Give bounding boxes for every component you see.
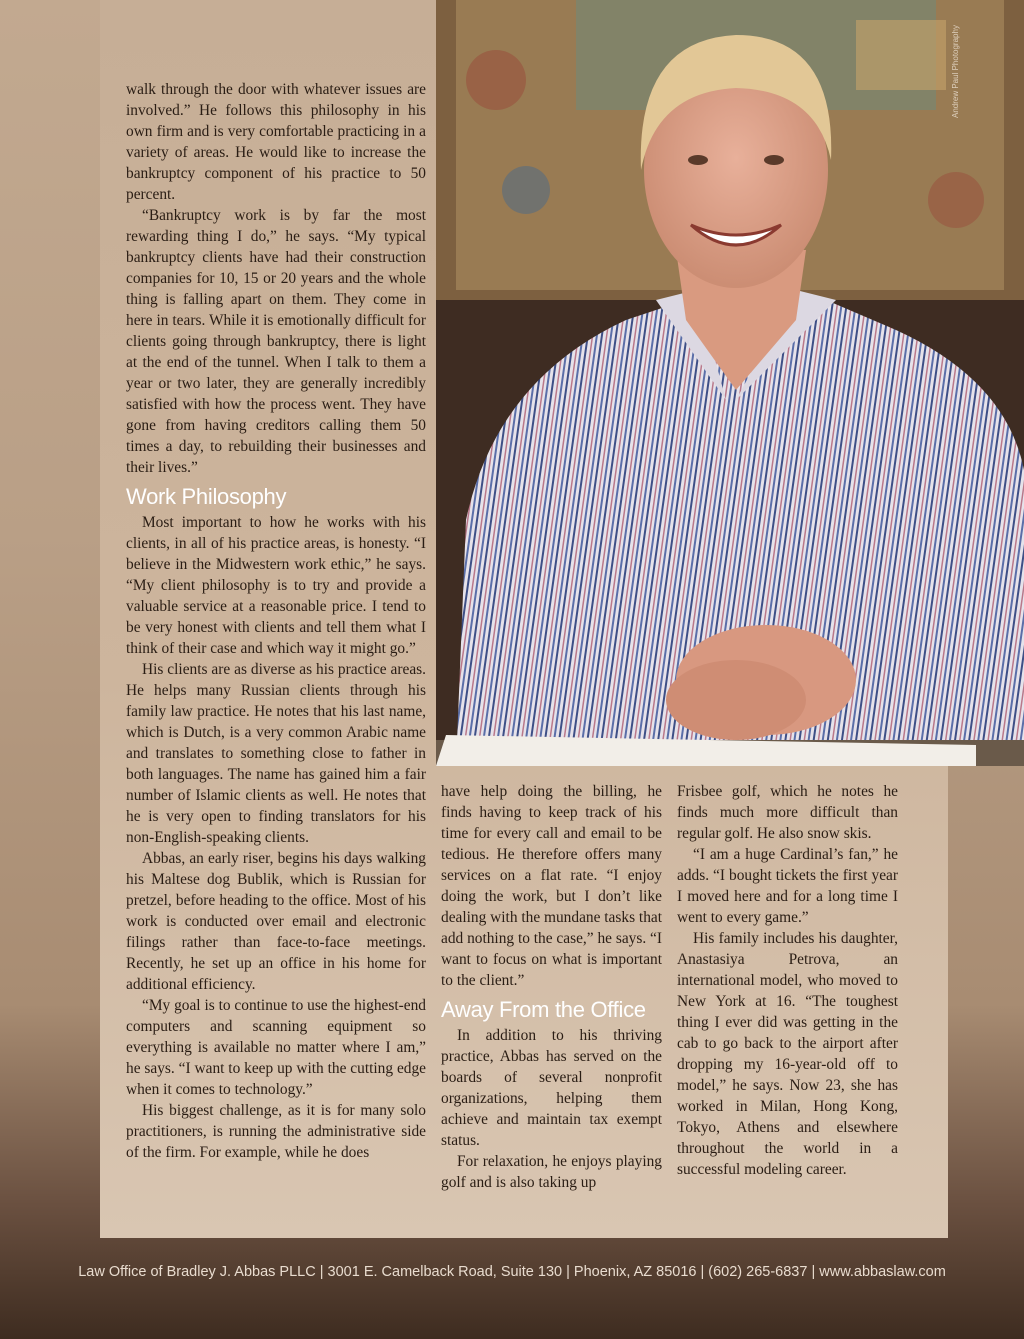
paragraph: Abbas, an early riser, begins his days walking his Maltese dog Bublik, which is Russian for pretzel, before heading to the office. Most of his work is conducted over email and electronic filings rather than face-to-face meetings. Recently, he set up an office in his home for additional efficiency. bbox=[126, 850, 426, 993]
paragraph: In addition to his thriving practice, Abbas has served on the boards of several nonprofit organizations, helping them achieve and maintain tax exempt status. bbox=[441, 1027, 662, 1149]
photo-credit: Andrew Paul Photography bbox=[951, 25, 960, 118]
paragraph: His family includes his daughter, Anastasiya Petrova, an international model, who moved to New York at 16. “The toughest thing I ever did was getting in the cab to go back to the airport after dropping my 16-year-old off to model,” he says. Now 23, she has worked in Milan, Hong Kong, Tokyo, Athens and elsewhere throughout the world in a successful modeling career. bbox=[677, 930, 898, 1178]
paragraph: For relaxation, he enjoys playing golf and is also taking up bbox=[441, 1153, 662, 1191]
column-1 bbox=[126, 79, 426, 1163]
portrait-photo bbox=[436, 0, 1024, 766]
paragraph: walk through the door with whatever issues are involved.” He follows this philosophy in his own firm and is very comfortable practicing in a variety of areas. He would like to increase the bankruptcy component of his practice to 50 percent. bbox=[126, 81, 426, 203]
paragraph: “Bankruptcy work is by far the most rewarding thing I do,” he says. “My typical bankruptcy clients have had their construction companies for 10, 15 or 20 years and the whole thing is falling apart on them. They come in here in tears. While it is emotionally difficult for clients going through bankruptcy, there is light at the end of the tunnel. When I talk to them a year or two later, they are generally incredibly satisfied with how the process went. They have gone from having creditors calling them 50 times a day, to rebuilding their businesses and their lives.” bbox=[126, 207, 426, 476]
paragraph: His clients are as diverse as his practice areas. He helps many Russian clients through his family law practice. He notes that his last name, which is Dutch, is a very common Arabic name and translates to something close to father in both languages. The name has gained him a fair number of Islamic clients as well. He notes that he is very open to finding translators for his non-English-speaking clients. bbox=[126, 661, 426, 846]
paragraph: “I am a huge Cardinal’s fan,” he adds. “I bought tickets the first year I moved here and for a long time I went to every game.” bbox=[677, 846, 898, 926]
paragraph: Most important to how he works with his clients, in all of his practice areas, is honesty. “I believe in the Midwestern work ethic,” he says. “My client philosophy is to try and provide a valuable service at a reasonable price. I tend to be very honest with clients and tell them what I think of their case and which way it might go.” bbox=[126, 514, 426, 657]
section-heading: Away From the Office bbox=[441, 997, 646, 1022]
section-heading: Work Philosophy bbox=[126, 484, 287, 509]
paragraph: “My goal is to continue to use the highest-end computers and scanning equipment so everything is available no matter where I am,” he says. “I want to keep up with the cutting edge when it comes to technology.” bbox=[126, 997, 426, 1098]
paragraph: Frisbee golf, which he notes he finds much more difficult than regular golf. He also snow skis. bbox=[677, 783, 898, 842]
paragraph: His biggest challenge, as it is for many solo practitioners, is running the administrative side of the firm. For example, while he does bbox=[126, 1102, 426, 1161]
paragraph: have help doing the billing, he finds having to keep track of his time for every call and email to be tedious. He therefore offers many services on a flat rate. “I enjoy doing the work, but I don’t like dealing with the mundane tasks that add nothing to the case,” he says. “I want to focus on what is important to the client.” bbox=[441, 783, 662, 989]
column-3 bbox=[677, 781, 898, 1180]
column-2 bbox=[441, 781, 662, 1193]
footer-contact-line: Law Office of Bradley J. Abbas PLLC | 3001 E. Camelback Road, Suite 130 | Phoenix, AZ 85016 | (602) 265-6837 | www.abbaslaw.com bbox=[78, 1264, 946, 1280]
